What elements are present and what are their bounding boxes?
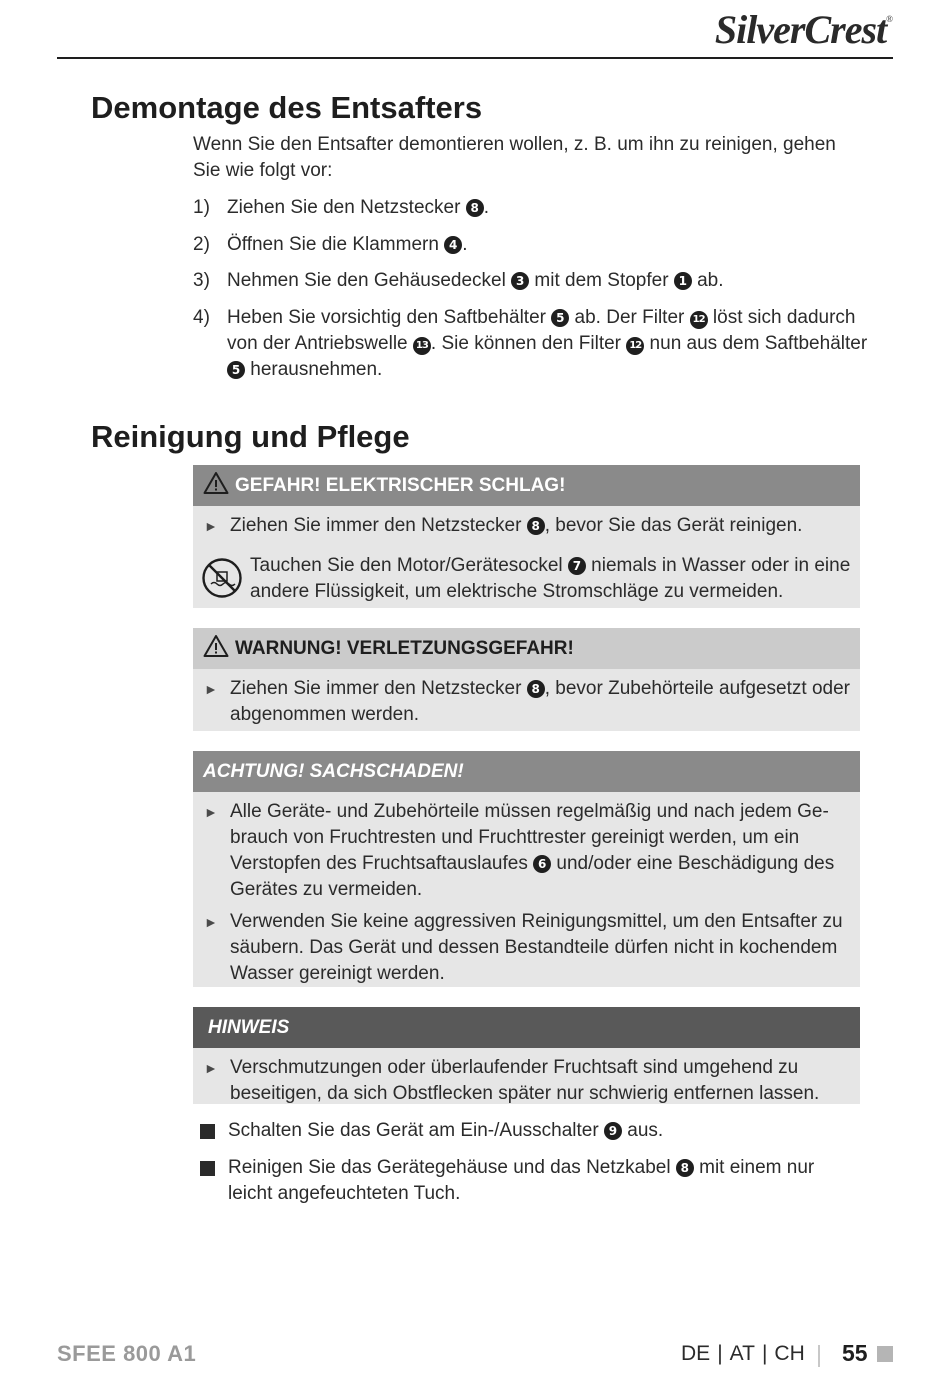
text-run: mit einem nur leicht angefeuchteten Tuch. (228, 1157, 815, 1204)
arrow-bullet-icon: ► (204, 518, 218, 534)
text-run: niemals in Wasser oder in eine andere Flüssigkeit, um elektrische Stromschläge zu vermeiden. (250, 555, 851, 602)
arrow-bullet-icon: ► (204, 681, 218, 697)
lang-separator: | (717, 1342, 723, 1365)
registered-mark: ® (886, 14, 892, 24)
text-run: Öffnen Sie die Klammern (227, 234, 445, 255)
text-run: Verschmutzungen oder überlaufender Fruchtsaft sind umgehend zu beseitigen, da sich Obstflecken später nur schwierig entfernen lassen. (230, 1057, 820, 1104)
danger-title: GEFAHR! ELEKTRISCHER SCHLAG! (235, 475, 566, 496)
part-reference-badge: 8 (466, 199, 484, 217)
step-text (227, 195, 873, 221)
caution-title: ACHTUNG! SACHSCHADEN! (203, 761, 464, 782)
lang-ch: CH (774, 1342, 805, 1365)
warning-title: WARNUNG! VERLETZUNGSGEFAHR! (235, 638, 574, 659)
part-reference-badge: 9 (604, 1122, 622, 1140)
text-run: Heben Sie vorsichtig den Saftbehälter (227, 307, 552, 328)
text-run: mit dem Stopfer (529, 270, 674, 291)
text-run: Ziehen Sie immer den Netzstecker (230, 678, 527, 699)
language-codes (681, 1342, 805, 1366)
text-run: Alle Geräte- und Zubehörteile müssen regelmäßig und nach jedem Gebrauch von Fruchtresten und Fruchttrester gereinigt werden, um ein Verstopfen des Fruchtsaftauslaufes (230, 801, 829, 874)
step-number: 3) (193, 270, 210, 291)
arrow-bullet-icon: ► (204, 1060, 218, 1076)
text-run: aus. (621, 1120, 664, 1141)
danger-box (193, 465, 860, 608)
step-text (227, 268, 873, 294)
part-reference-badge: 13 (413, 337, 431, 355)
warning-bullet (193, 676, 860, 728)
text-run: Ziehen Sie den Netzstecker (227, 197, 466, 218)
part-reference-badge: 6 (533, 855, 551, 873)
section-title-disassembly: Demontage des Entsafters (91, 90, 483, 125)
arrow-bullet-icon: ► (204, 804, 218, 820)
part-reference-badge: 1 (674, 272, 692, 290)
caution-box (193, 751, 860, 987)
text-run: und/oder eine Beschädigung des Gerätes zu vermeiden. (230, 853, 835, 900)
note-bullet (193, 1055, 860, 1107)
text-run: Tauchen Sie den Motor/Gerätesockel (250, 555, 568, 576)
action-item-2 (228, 1155, 863, 1207)
step-text (227, 232, 873, 258)
step-2 (193, 232, 873, 258)
warning-box (193, 628, 860, 731)
header-rule (57, 57, 893, 59)
footer-divider (818, 1345, 820, 1367)
danger-bullet-text (230, 515, 802, 536)
intro-paragraph: Wenn Sie den Entsafter demontieren wollen, z. B. um ihn zu reinigen, gehen Sie wie folgt vor: (193, 134, 836, 181)
text-run: Ziehen Sie immer den Netzstecker (230, 515, 527, 536)
warning-header (193, 628, 860, 669)
lang-de: DE (681, 1342, 711, 1365)
danger-header (193, 465, 860, 506)
text-run: . (462, 234, 468, 255)
part-reference-badge: 8 (676, 1159, 694, 1177)
step-number: 1) (193, 197, 210, 218)
part-reference-badge: 3 (511, 272, 529, 290)
page-marker-square (877, 1346, 893, 1362)
lang-at: AT (729, 1342, 755, 1365)
text-run: . (483, 197, 489, 218)
square-bullet-icon (200, 1161, 215, 1176)
text-run: ab. Der Filter (569, 307, 690, 328)
part-reference-badge: 5 (551, 309, 569, 327)
part-reference-badge: 7 (568, 557, 586, 575)
brand-logo (715, 6, 892, 53)
text-run: ab. (691, 270, 724, 291)
page-number: 55 (842, 1340, 868, 1366)
caution-bullet-2 (193, 909, 860, 987)
no-immersion-icon (201, 557, 243, 599)
note-box (193, 1007, 860, 1104)
warning-triangle-icon (203, 469, 229, 493)
brand-name: SilverCrest (714, 7, 887, 52)
part-reference-badge: 8 (527, 517, 545, 535)
model-number: SFEE 800 A1 (57, 1341, 197, 1366)
step-1 (193, 195, 873, 221)
part-reference-badge: 4 (444, 236, 462, 254)
arrow-bullet-icon: ► (204, 914, 218, 930)
text-run: löst sich dadurch von der Antriebswelle (227, 307, 856, 354)
step-4 (193, 305, 873, 383)
part-reference-badge: 5 (227, 361, 245, 379)
caution-bullet-1 (193, 799, 860, 903)
text-run: Reinigen Sie das Gerätegehäuse und das Netzkabel (228, 1157, 676, 1178)
note-bullet-text (230, 1057, 819, 1104)
text-run: , bevor Zubehörteile aufgesetzt oder abgenommen werden. (230, 678, 850, 725)
text-run: Schalten Sie das Gerät am Ein-/Ausschalter (228, 1120, 604, 1141)
danger-note-text (250, 553, 854, 605)
action-item-1 (228, 1118, 863, 1144)
section-title-cleaning: Reinigung und Pflege (91, 419, 410, 454)
note-title: HINWEIS (208, 1017, 290, 1038)
text-run: nun aus dem Saftbehälter (644, 333, 868, 354)
caution-bullet-text (230, 911, 843, 984)
part-reference-badge: 12 (626, 337, 644, 355)
step-3 (193, 268, 873, 294)
text-run: Verwenden Sie keine aggressiven Reinigungsmittel, um den Entsafter zu säubern. Das Gerät und dessen Bestandteile dürfen nicht in kochendem Wasser gereinigt werden. (230, 911, 843, 984)
step-number: 4) (193, 307, 210, 328)
step-text (227, 305, 873, 383)
danger-bullet (193, 513, 860, 539)
caution-bullet-text (230, 801, 834, 900)
text-run: . Sie können den Filter (430, 333, 627, 354)
part-reference-badge: 8 (527, 680, 545, 698)
warning-triangle-icon (203, 632, 229, 656)
note-header (193, 1007, 860, 1048)
text-run: herausnehmen. (245, 359, 383, 380)
warning-bullet-text (230, 678, 850, 725)
caution-header (193, 751, 860, 792)
lang-separator: | (761, 1342, 768, 1365)
step-number: 2) (193, 234, 210, 255)
square-bullet-icon (200, 1124, 215, 1139)
text-run: Nehmen Sie den Gehäusedeckel (227, 270, 512, 291)
text-run: , bevor Sie das Gerät reinigen. (544, 515, 803, 536)
part-reference-badge: 12 (690, 311, 708, 329)
